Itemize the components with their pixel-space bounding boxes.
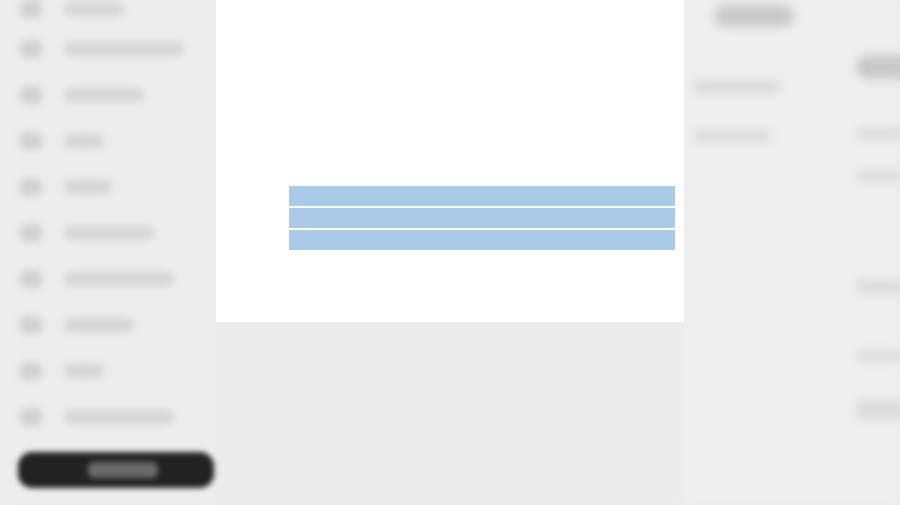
document-page-7 — [216, 0, 684, 322]
para2-line2 — [289, 164, 675, 184]
highlighted-text — [289, 230, 675, 250]
para2-line1 — [413, 142, 675, 162]
para1-line4 — [289, 112, 675, 132]
highlighted-text — [289, 186, 675, 206]
para1-line2 — [289, 68, 675, 88]
blurred-bottom-button — [18, 452, 214, 488]
blurred-sidebar — [0, 0, 216, 505]
para1-line3 — [289, 90, 675, 110]
blurred-right-panel — [684, 0, 900, 505]
para1-line1 — [413, 46, 675, 66]
spacer — [289, 208, 675, 228]
